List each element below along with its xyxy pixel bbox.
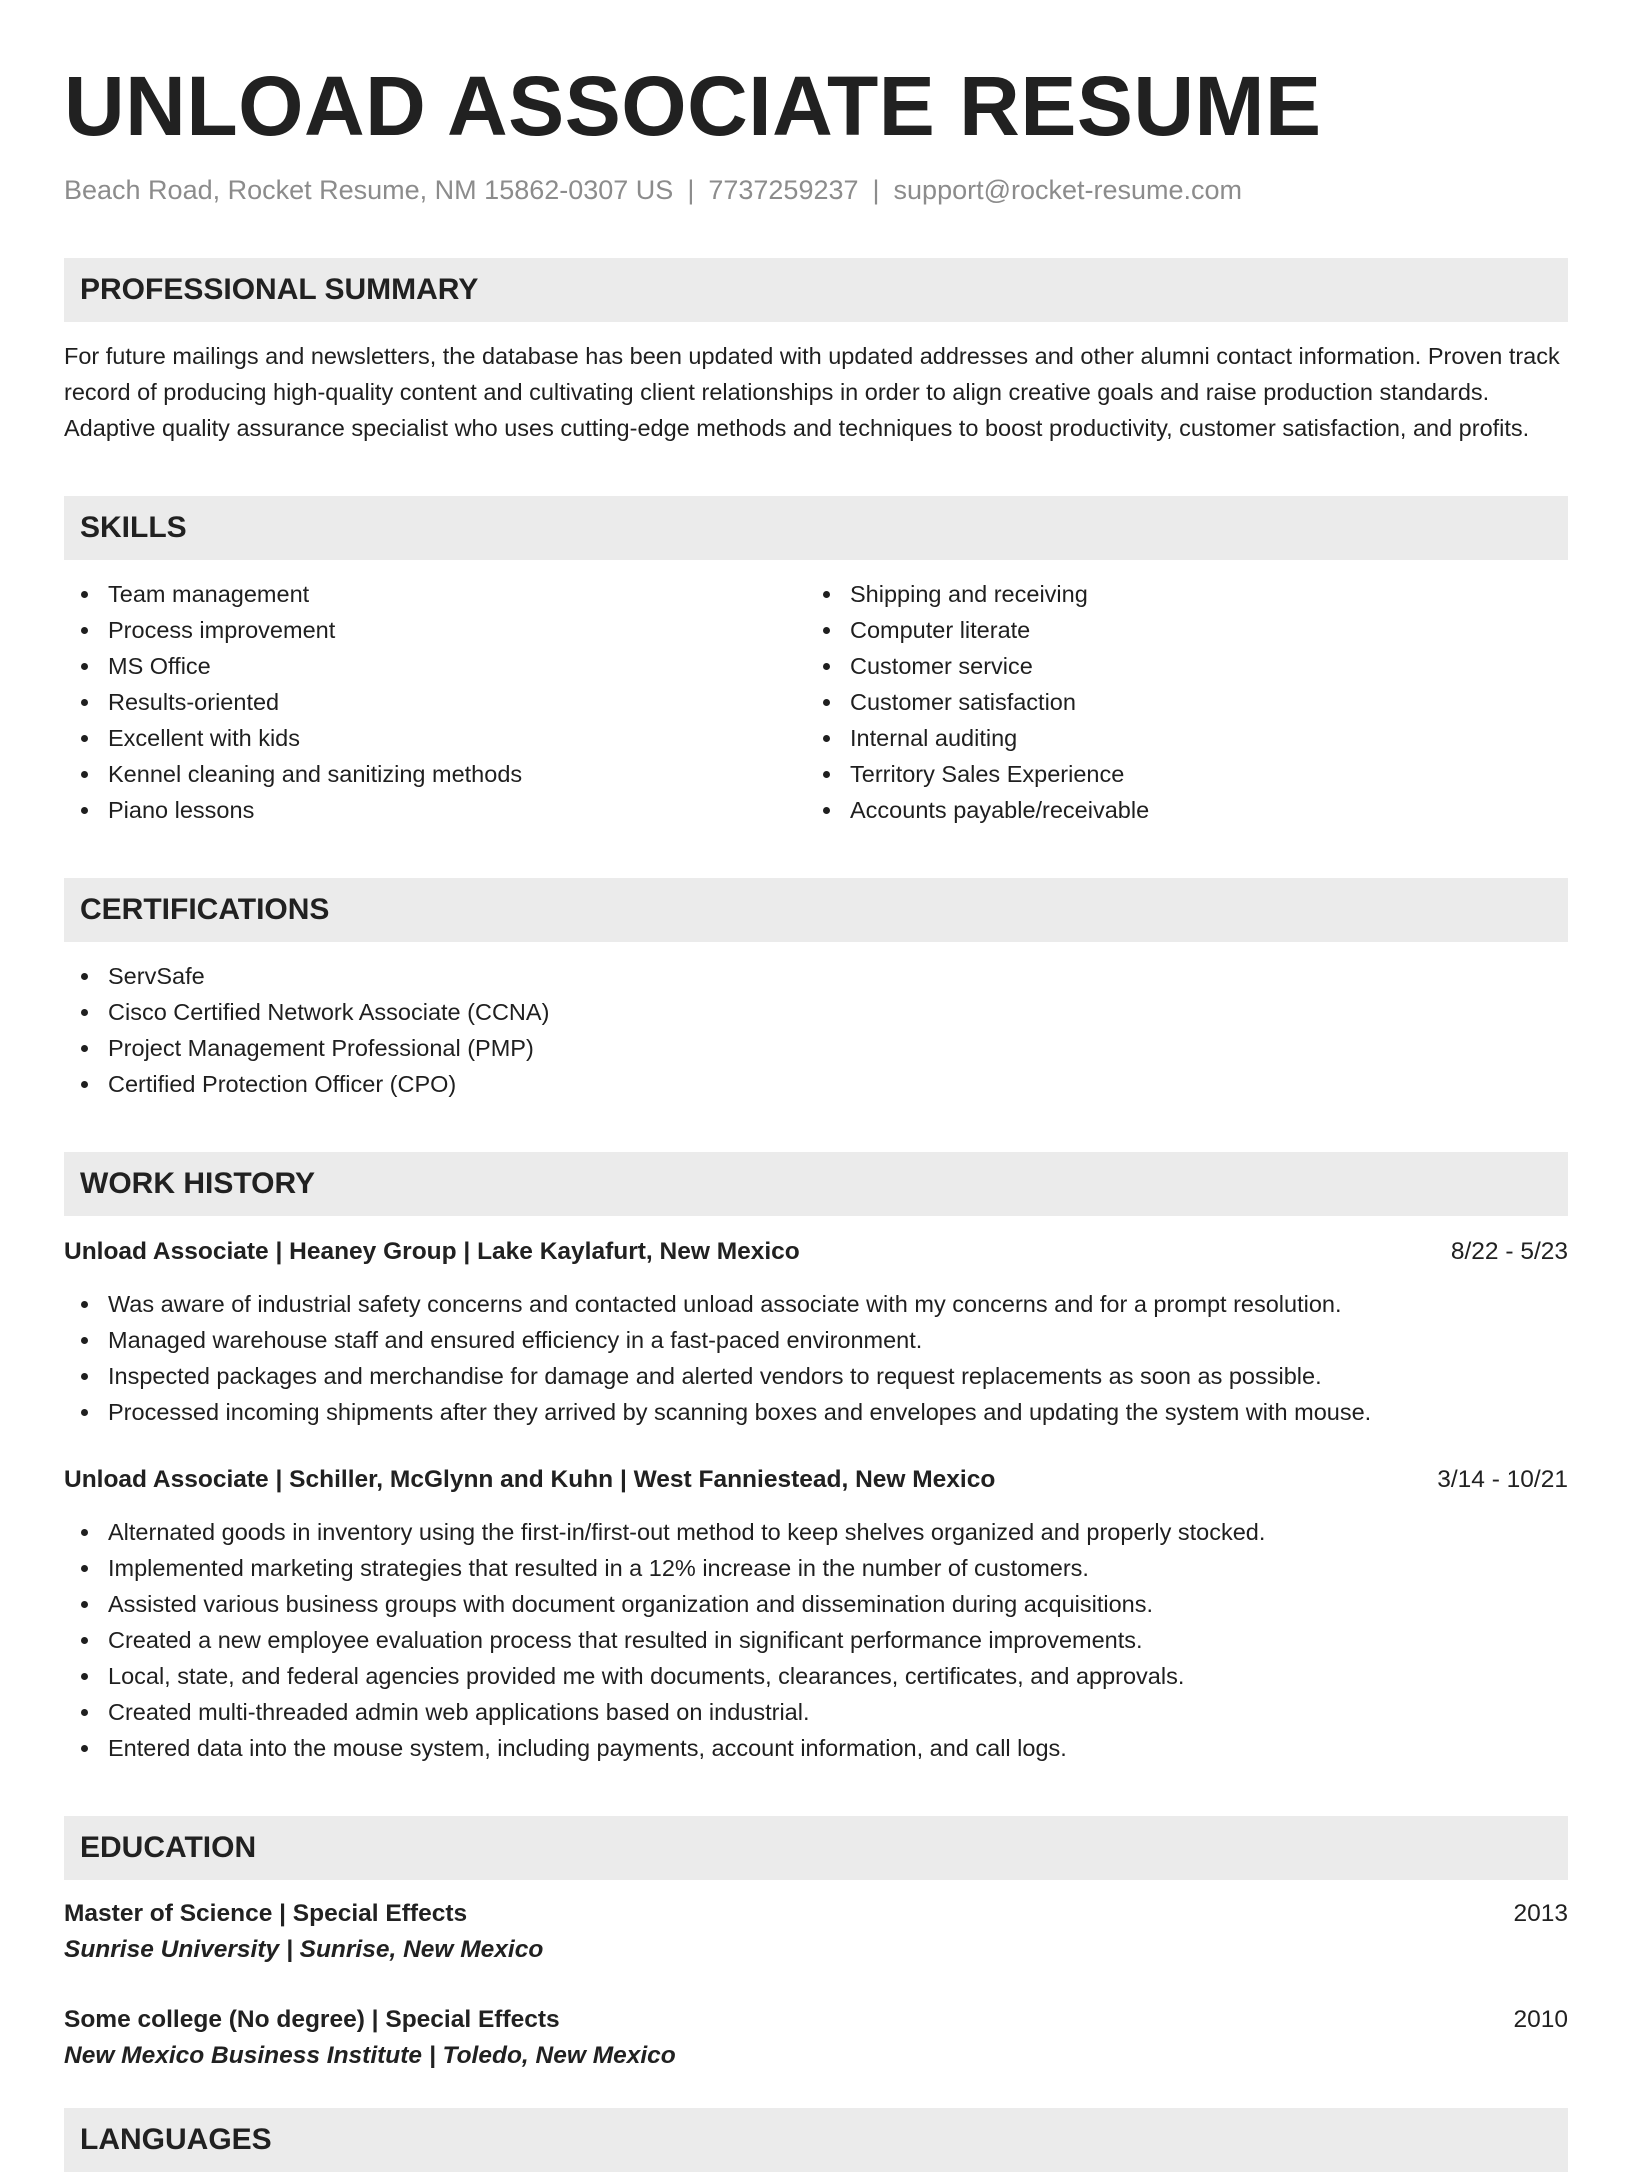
education-school: New Mexico Business Institute | Toledo, New Mexico [64, 2042, 676, 2069]
certification-item: Certified Protection Officer (CPO) [64, 1066, 1568, 1102]
education-entry [64, 2002, 1568, 2074]
certification-item: ServSafe [64, 958, 1568, 994]
contact-phone: 7737259237 [708, 175, 859, 205]
job-bullet-list [64, 1514, 1568, 1766]
skill-item: Results-oriented [64, 684, 806, 720]
skills-left-list [64, 576, 806, 828]
certifications-list [64, 958, 1568, 1102]
skill-item: MS Office [64, 648, 806, 684]
skill-item: Customer service [806, 648, 1548, 684]
education-header [64, 2002, 1568, 2038]
skills-grid [64, 576, 1568, 828]
skill-item: Internal auditing [806, 720, 1548, 756]
skill-item: Excellent with kids [64, 720, 806, 756]
job-bullet: Alternated goods in inventory using the first-in/first-out method to keep shelves organized and properly stocked. [64, 1514, 1568, 1550]
skill-item: Accounts payable/receivable [806, 792, 1548, 828]
skill-item: Kennel cleaning and sanitizing methods [64, 756, 806, 792]
education-header [64, 1896, 1568, 1932]
skill-item: Computer literate [806, 612, 1548, 648]
resume-page [64, 0, 1568, 2172]
job-title: Unload Associate | Schiller, McGlynn and Kuhn | West Fanniestead, New Mexico [64, 1466, 996, 1493]
job-bullet: Inspected packages and merchandise for damage and alerted vendors to request replacements as soon as possible. [64, 1358, 1568, 1394]
job-header [64, 1234, 1568, 1270]
job-bullet: Created a new employee evaluation process that resulted in significant performance improvements. [64, 1622, 1568, 1658]
education-year: 2013 [1513, 1900, 1568, 1927]
job-bullet: Local, state, and federal agencies provided me with documents, clearances, certificates, and approvals. [64, 1658, 1568, 1694]
certification-item: Project Management Professional (PMP) [64, 1030, 1568, 1066]
education-school: Sunrise University | Sunrise, New Mexico [64, 1936, 544, 1963]
skills-heading: SKILLS [64, 496, 1568, 560]
job-bullet: Implemented marketing strategies that resulted in a 12% increase in the number of customers. [64, 1550, 1568, 1586]
skill-item: Territory Sales Experience [806, 756, 1548, 792]
contact-separator: | [872, 175, 880, 205]
job-title: Unload Associate | Heaney Group | Lake Kaylafurt, New Mexico [64, 1238, 800, 1265]
contact-address: Beach Road, Rocket Resume, NM 15862-0307 US [64, 175, 674, 205]
summary-heading: PROFESSIONAL SUMMARY [64, 258, 1568, 322]
job-dates: 8/22 - 5/23 [1450, 1238, 1568, 1265]
skill-item: Shipping and receiving [806, 576, 1548, 612]
job-bullet: Entered data into the mouse system, including payments, account information, and call logs. [64, 1730, 1568, 1766]
certifications-heading: CERTIFICATIONS [64, 878, 1568, 942]
job-bullet: Managed warehouse staff and ensured efficiency in a fast-paced environment. [64, 1322, 1568, 1358]
education-entry [64, 1896, 1568, 1968]
education-heading: EDUCATION [64, 1816, 1568, 1880]
languages-heading: LANGUAGES [64, 2108, 1568, 2172]
job-bullet-list [64, 1286, 1568, 1430]
education-degree: Some college (No degree) | Special Effects [64, 2006, 560, 2033]
skills-right-list [806, 576, 1548, 828]
job-bullet: Processed incoming shipments after they arrived by scanning boxes and envelopes and updating the system with mouse. [64, 1394, 1568, 1430]
job-entry [64, 1462, 1568, 1766]
skill-item: Team management [64, 576, 806, 612]
skill-item: Process improvement [64, 612, 806, 648]
job-dates: 3/14 - 10/21 [1437, 1466, 1568, 1493]
resume-title: UNLOAD ASSOCIATE RESUME [64, 59, 1322, 153]
job-bullet: Assisted various business groups with document organization and dissemination during acquisitions. [64, 1586, 1568, 1622]
contact-email[interactable]: support@rocket-resume.com [893, 175, 1243, 205]
job-bullet: Created multi-threaded admin web applications based on industrial. [64, 1694, 1568, 1730]
job-bullet: Was aware of industrial safety concerns and contacted unload associate with my concerns and for a prompt resolution. [64, 1286, 1568, 1322]
work-history-heading: WORK HISTORY [64, 1152, 1568, 1216]
contact-line [64, 172, 1568, 208]
job-entry [64, 1234, 1568, 1430]
education-degree: Master of Science | Special Effects [64, 1900, 468, 1927]
summary-text: For future mailings and newsletters, the database has been updated with updated addresses and other alumni contact information. Proven track record of producing high-quality content and cultivating client relationships in order to align creative goals and raise production standards. Adaptive quality assurance specialist who uses cutting-edge methods and techniques to boost productivity, customer satisfaction, and profits. [64, 343, 1560, 441]
job-header [64, 1462, 1568, 1498]
contact-separator: | [687, 175, 695, 205]
skill-item: Piano lessons [64, 792, 806, 828]
education-year: 2010 [1513, 2006, 1568, 2033]
certification-item: Cisco Certified Network Associate (CCNA) [64, 994, 1568, 1030]
skill-item: Customer satisfaction [806, 684, 1548, 720]
